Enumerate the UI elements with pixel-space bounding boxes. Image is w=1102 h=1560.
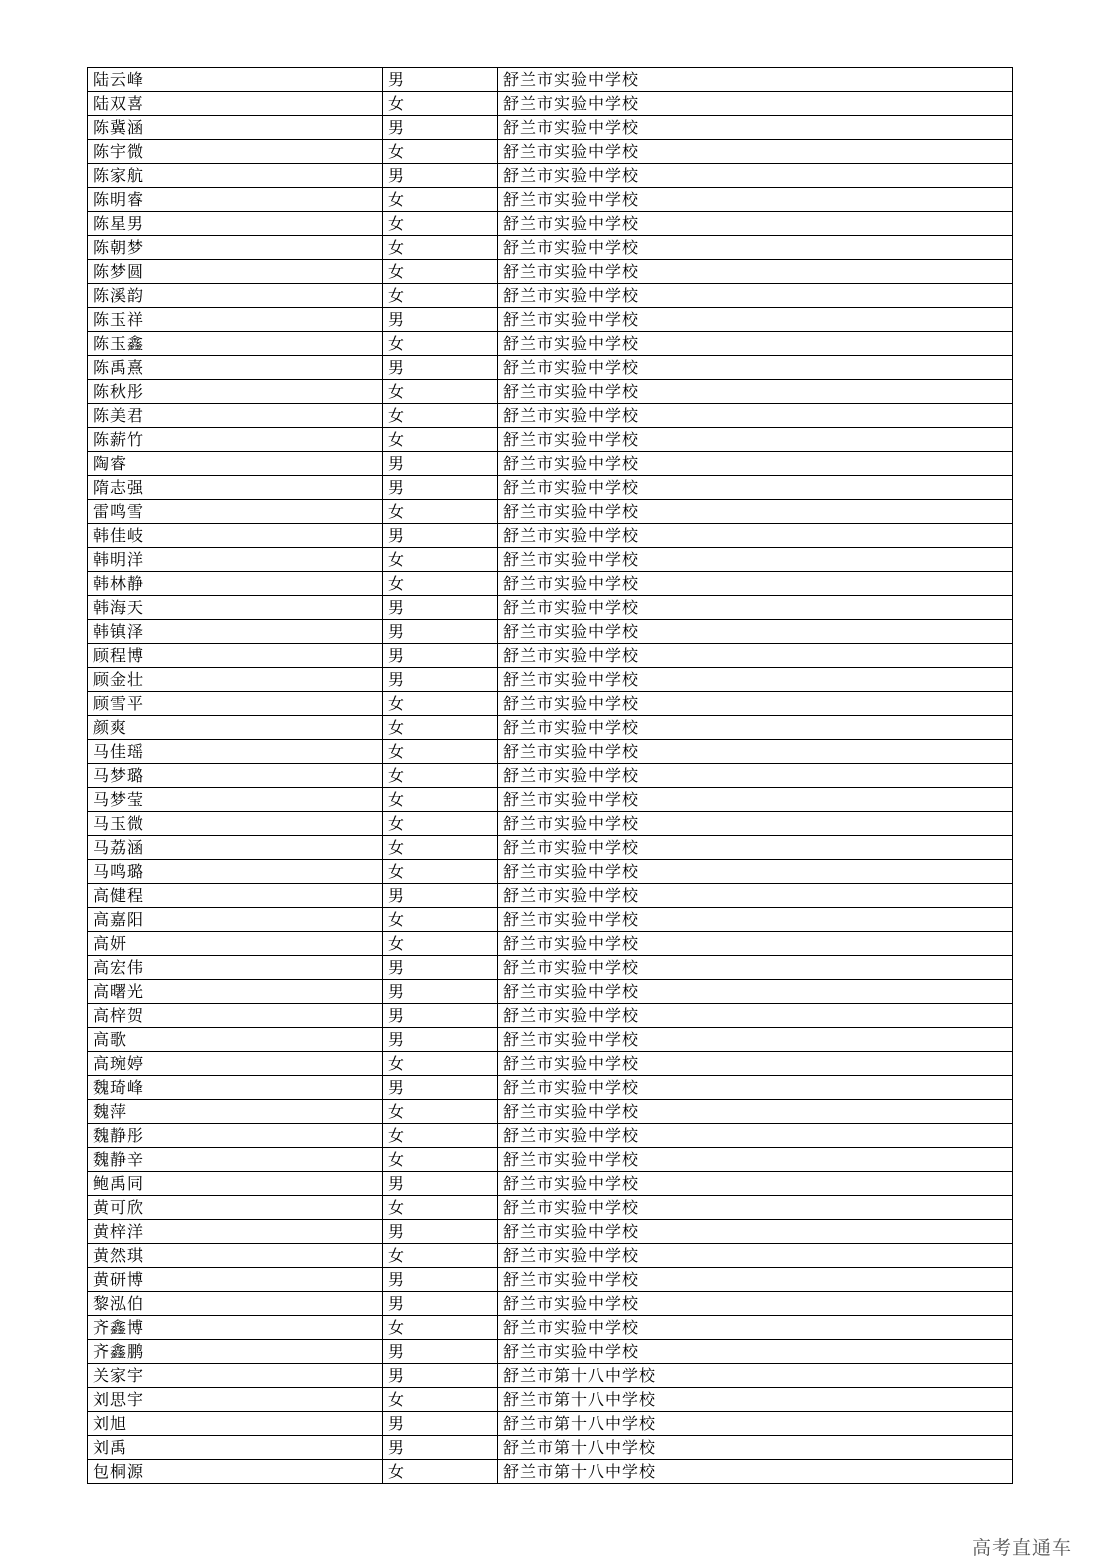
table-row [88, 860, 1013, 884]
school-cell: 舒兰市实验中学校 [498, 1340, 1013, 1364]
school-cell: 舒兰市第十八中学校 [498, 1460, 1013, 1484]
gender-cell: 女 [383, 716, 498, 740]
table-row [88, 524, 1013, 548]
school-cell: 舒兰市实验中学校 [498, 1244, 1013, 1268]
table-row [88, 1244, 1013, 1268]
name-cell: 颜爽 [88, 716, 383, 740]
gender-cell: 女 [383, 1148, 498, 1172]
table-row [88, 452, 1013, 476]
name-cell: 隋志强 [88, 476, 383, 500]
name-cell: 包桐源 [88, 1460, 383, 1484]
gender-cell: 女 [383, 332, 498, 356]
table-row [88, 1052, 1013, 1076]
gender-cell: 女 [383, 1388, 498, 1412]
school-cell: 舒兰市实验中学校 [498, 164, 1013, 188]
school-cell: 舒兰市实验中学校 [498, 332, 1013, 356]
school-cell: 舒兰市实验中学校 [498, 356, 1013, 380]
roster-body [88, 68, 1013, 1484]
gender-cell: 女 [383, 1244, 498, 1268]
gender-cell: 男 [383, 884, 498, 908]
school-cell: 舒兰市实验中学校 [498, 788, 1013, 812]
name-cell: 黄梓洋 [88, 1220, 383, 1244]
gender-cell: 女 [383, 236, 498, 260]
school-cell: 舒兰市实验中学校 [498, 1148, 1013, 1172]
gender-cell: 女 [383, 1460, 498, 1484]
gender-cell: 男 [383, 1028, 498, 1052]
gender-cell: 女 [383, 1316, 498, 1340]
table-row [88, 596, 1013, 620]
gender-cell: 女 [383, 812, 498, 836]
gender-cell: 女 [383, 932, 498, 956]
gender-cell: 女 [383, 692, 498, 716]
table-row [88, 1340, 1013, 1364]
table-row [88, 212, 1013, 236]
gender-cell: 男 [383, 1004, 498, 1028]
table-row [88, 356, 1013, 380]
table-row [88, 692, 1013, 716]
gender-cell: 女 [383, 572, 498, 596]
table-row [88, 1316, 1013, 1340]
school-cell: 舒兰市实验中学校 [498, 548, 1013, 572]
school-cell: 舒兰市实验中学校 [498, 404, 1013, 428]
school-cell: 舒兰市实验中学校 [498, 1316, 1013, 1340]
table-row [88, 1292, 1013, 1316]
name-cell: 马佳瑶 [88, 740, 383, 764]
name-cell: 魏萍 [88, 1100, 383, 1124]
name-cell: 陈家航 [88, 164, 383, 188]
table-row [88, 284, 1013, 308]
school-cell: 舒兰市实验中学校 [498, 932, 1013, 956]
school-cell: 舒兰市实验中学校 [498, 380, 1013, 404]
table-row [88, 620, 1013, 644]
gender-cell: 女 [383, 188, 498, 212]
name-cell: 韩明洋 [88, 548, 383, 572]
name-cell: 黄然琪 [88, 1244, 383, 1268]
table-row [88, 932, 1013, 956]
table-row [88, 404, 1013, 428]
name-cell: 顾雪平 [88, 692, 383, 716]
school-cell: 舒兰市实验中学校 [498, 500, 1013, 524]
name-cell: 刘禹 [88, 1436, 383, 1460]
school-cell: 舒兰市实验中学校 [498, 860, 1013, 884]
name-cell: 黄可欣 [88, 1196, 383, 1220]
gender-cell: 女 [383, 140, 498, 164]
table-row [88, 908, 1013, 932]
gender-cell: 男 [383, 1412, 498, 1436]
name-cell: 马鸣璐 [88, 860, 383, 884]
table-row [88, 1172, 1013, 1196]
school-cell: 舒兰市实验中学校 [498, 980, 1013, 1004]
name-cell: 陈梦圆 [88, 260, 383, 284]
table-row [88, 548, 1013, 572]
watermark-text: 高考直通车 [971, 1537, 1072, 1559]
school-cell: 舒兰市实验中学校 [498, 260, 1013, 284]
name-cell: 陈溪韵 [88, 284, 383, 308]
school-cell: 舒兰市实验中学校 [498, 1076, 1013, 1100]
table-row [88, 260, 1013, 284]
table-row [88, 308, 1013, 332]
gender-cell: 男 [383, 452, 498, 476]
name-cell: 高妍 [88, 932, 383, 956]
gender-cell: 男 [383, 1340, 498, 1364]
school-cell: 舒兰市实验中学校 [498, 740, 1013, 764]
gender-cell: 男 [383, 620, 498, 644]
gender-cell: 女 [383, 1196, 498, 1220]
school-cell: 舒兰市实验中学校 [498, 764, 1013, 788]
gender-cell: 女 [383, 428, 498, 452]
school-cell: 舒兰市实验中学校 [498, 908, 1013, 932]
table-row [88, 980, 1013, 1004]
table-row [88, 1100, 1013, 1124]
name-cell: 马荔涵 [88, 836, 383, 860]
gender-cell: 男 [383, 164, 498, 188]
table-row [88, 740, 1013, 764]
table-row [88, 1028, 1013, 1052]
school-cell: 舒兰市实验中学校 [498, 668, 1013, 692]
name-cell: 马梦璐 [88, 764, 383, 788]
school-cell: 舒兰市实验中学校 [498, 236, 1013, 260]
school-cell: 舒兰市实验中学校 [498, 188, 1013, 212]
school-cell: 舒兰市实验中学校 [498, 716, 1013, 740]
table-row [88, 764, 1013, 788]
table-row [88, 140, 1013, 164]
name-cell: 高梓贺 [88, 1004, 383, 1028]
gender-cell: 男 [383, 668, 498, 692]
gender-cell: 男 [383, 1172, 498, 1196]
name-cell: 陈秋彤 [88, 380, 383, 404]
school-cell: 舒兰市实验中学校 [498, 1220, 1013, 1244]
name-cell: 陈美君 [88, 404, 383, 428]
name-cell: 顾程博 [88, 644, 383, 668]
name-cell: 雷鸣雪 [88, 500, 383, 524]
table-row [88, 188, 1013, 212]
name-cell: 关家宇 [88, 1364, 383, 1388]
gender-cell: 女 [383, 764, 498, 788]
school-cell: 舒兰市实验中学校 [498, 620, 1013, 644]
school-cell: 舒兰市第十八中学校 [498, 1436, 1013, 1460]
name-cell: 高曙光 [88, 980, 383, 1004]
name-cell: 黄研博 [88, 1268, 383, 1292]
name-cell: 顾金壮 [88, 668, 383, 692]
table-row [88, 476, 1013, 500]
school-cell: 舒兰市实验中学校 [498, 1124, 1013, 1148]
table-row [88, 1268, 1013, 1292]
table-row [88, 164, 1013, 188]
school-cell: 舒兰市实验中学校 [498, 836, 1013, 860]
table-row [88, 1004, 1013, 1028]
name-cell: 韩镇泽 [88, 620, 383, 644]
gender-cell: 女 [383, 1052, 498, 1076]
school-cell: 舒兰市实验中学校 [498, 1052, 1013, 1076]
table-row [88, 1220, 1013, 1244]
table-row [88, 116, 1013, 140]
name-cell: 高嘉阳 [88, 908, 383, 932]
gender-cell: 男 [383, 596, 498, 620]
table-row [88, 1436, 1013, 1460]
school-cell: 舒兰市实验中学校 [498, 284, 1013, 308]
table-row [88, 1124, 1013, 1148]
school-cell: 舒兰市实验中学校 [498, 212, 1013, 236]
school-cell: 舒兰市实验中学校 [498, 596, 1013, 620]
school-cell: 舒兰市实验中学校 [498, 116, 1013, 140]
gender-cell: 男 [383, 1220, 498, 1244]
table-row [88, 1076, 1013, 1100]
name-cell: 陈宇微 [88, 140, 383, 164]
school-cell: 舒兰市实验中学校 [498, 1004, 1013, 1028]
school-cell: 舒兰市实验中学校 [498, 452, 1013, 476]
school-cell: 舒兰市实验中学校 [498, 1100, 1013, 1124]
gender-cell: 女 [383, 836, 498, 860]
name-cell: 马玉微 [88, 812, 383, 836]
name-cell: 陆云峰 [88, 68, 383, 92]
gender-cell: 男 [383, 644, 498, 668]
school-cell: 舒兰市实验中学校 [498, 428, 1013, 452]
school-cell: 舒兰市实验中学校 [498, 956, 1013, 980]
table-row [88, 236, 1013, 260]
school-cell: 舒兰市实验中学校 [498, 92, 1013, 116]
gender-cell: 女 [383, 380, 498, 404]
name-cell: 韩林静 [88, 572, 383, 596]
name-cell: 高健程 [88, 884, 383, 908]
gender-cell: 男 [383, 68, 498, 92]
name-cell: 高歌 [88, 1028, 383, 1052]
school-cell: 舒兰市实验中学校 [498, 308, 1013, 332]
name-cell: 刘旭 [88, 1412, 383, 1436]
gender-cell: 女 [383, 212, 498, 236]
school-cell: 舒兰市实验中学校 [498, 476, 1013, 500]
table-row [88, 68, 1013, 92]
name-cell: 陶睿 [88, 452, 383, 476]
table-row [88, 1364, 1013, 1388]
name-cell: 刘思宇 [88, 1388, 383, 1412]
school-cell: 舒兰市实验中学校 [498, 1028, 1013, 1052]
table-row [88, 644, 1013, 668]
gender-cell: 女 [383, 788, 498, 812]
name-cell: 韩佳岐 [88, 524, 383, 548]
school-cell: 舒兰市实验中学校 [498, 1172, 1013, 1196]
name-cell: 陆双喜 [88, 92, 383, 116]
school-cell: 舒兰市实验中学校 [498, 68, 1013, 92]
gender-cell: 男 [383, 356, 498, 380]
school-cell: 舒兰市第十八中学校 [498, 1364, 1013, 1388]
table-row [88, 1148, 1013, 1172]
table-row [88, 788, 1013, 812]
table-row [88, 836, 1013, 860]
gender-cell: 男 [383, 116, 498, 140]
name-cell: 魏静辛 [88, 1148, 383, 1172]
gender-cell: 女 [383, 1124, 498, 1148]
table-row [88, 428, 1013, 452]
name-cell: 韩海天 [88, 596, 383, 620]
table-row [88, 884, 1013, 908]
school-cell: 舒兰市实验中学校 [498, 1292, 1013, 1316]
gender-cell: 女 [383, 1100, 498, 1124]
gender-cell: 男 [383, 524, 498, 548]
table-row [88, 332, 1013, 356]
gender-cell: 男 [383, 980, 498, 1004]
name-cell: 陈玉祥 [88, 308, 383, 332]
school-cell: 舒兰市实验中学校 [498, 572, 1013, 596]
name-cell: 魏静彤 [88, 1124, 383, 1148]
table-row [88, 1460, 1013, 1484]
school-cell: 舒兰市第十八中学校 [498, 1412, 1013, 1436]
table-row [88, 92, 1013, 116]
gender-cell: 女 [383, 860, 498, 884]
name-cell: 马梦莹 [88, 788, 383, 812]
roster-table [87, 67, 1013, 1484]
name-cell: 陈冀涵 [88, 116, 383, 140]
school-cell: 舒兰市实验中学校 [498, 524, 1013, 548]
gender-cell: 男 [383, 956, 498, 980]
table-row [88, 1412, 1013, 1436]
name-cell: 黎泓伯 [88, 1292, 383, 1316]
school-cell: 舒兰市实验中学校 [498, 812, 1013, 836]
name-cell: 陈禹熹 [88, 356, 383, 380]
name-cell: 齐鑫博 [88, 1316, 383, 1340]
name-cell: 齐鑫鹏 [88, 1340, 383, 1364]
school-cell: 舒兰市第十八中学校 [498, 1388, 1013, 1412]
gender-cell: 男 [383, 308, 498, 332]
name-cell: 陈朝梦 [88, 236, 383, 260]
gender-cell: 女 [383, 92, 498, 116]
table-row [88, 380, 1013, 404]
name-cell: 陈薪竹 [88, 428, 383, 452]
gender-cell: 男 [383, 476, 498, 500]
table-row [88, 1196, 1013, 1220]
name-cell: 魏琦峰 [88, 1076, 383, 1100]
gender-cell: 女 [383, 500, 498, 524]
table-row [88, 572, 1013, 596]
gender-cell: 女 [383, 260, 498, 284]
gender-cell: 女 [383, 908, 498, 932]
name-cell: 鲍禹同 [88, 1172, 383, 1196]
table-row [88, 500, 1013, 524]
school-cell: 舒兰市实验中学校 [498, 140, 1013, 164]
school-cell: 舒兰市实验中学校 [498, 644, 1013, 668]
name-cell: 高琬婷 [88, 1052, 383, 1076]
school-cell: 舒兰市实验中学校 [498, 1196, 1013, 1220]
gender-cell: 男 [383, 1364, 498, 1388]
gender-cell: 男 [383, 1076, 498, 1100]
school-cell: 舒兰市实验中学校 [498, 1268, 1013, 1292]
gender-cell: 男 [383, 1436, 498, 1460]
table-row [88, 668, 1013, 692]
table-row [88, 812, 1013, 836]
name-cell: 陈星男 [88, 212, 383, 236]
name-cell: 高宏伟 [88, 956, 383, 980]
table-row [88, 1388, 1013, 1412]
gender-cell: 男 [383, 1268, 498, 1292]
school-cell: 舒兰市实验中学校 [498, 884, 1013, 908]
gender-cell: 女 [383, 284, 498, 308]
table-row [88, 716, 1013, 740]
name-cell: 陈明睿 [88, 188, 383, 212]
gender-cell: 女 [383, 740, 498, 764]
gender-cell: 男 [383, 1292, 498, 1316]
gender-cell: 女 [383, 548, 498, 572]
table-row [88, 956, 1013, 980]
school-cell: 舒兰市实验中学校 [498, 692, 1013, 716]
gender-cell: 女 [383, 404, 498, 428]
name-cell: 陈玉鑫 [88, 332, 383, 356]
